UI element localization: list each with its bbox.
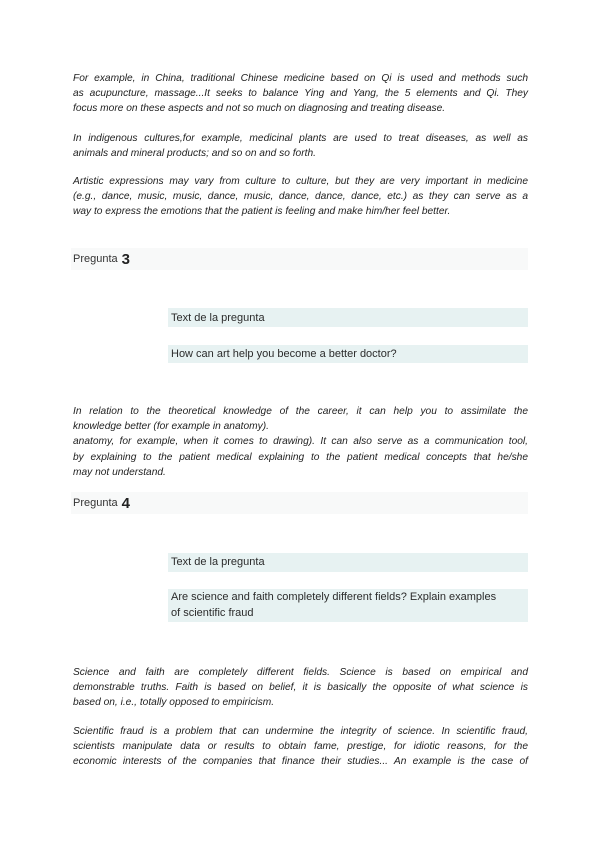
question-text: Are science and faith completely different fields? Explain examples [171, 591, 497, 603]
text-line: Artistic expressions may vary from culture to culture, but they are very important in medicine [73, 176, 528, 187]
question-4-header [71, 492, 528, 514]
paragraph-artistic-expressions [73, 174, 528, 220]
answer-4-scientific-fraud [73, 724, 528, 770]
question-text: of scientific fraud [171, 607, 254, 619]
question-text-label: Text de la pregunta [171, 556, 265, 568]
question-3-header [71, 248, 528, 270]
text-line: scientists manipulate data or results to obtain fame, prestige, for idiotic reasons, for the [73, 741, 528, 753]
text-line: (e.g., dance, music, music, dance, music, dance, dance, dance, etc.) as they can serve as a [73, 191, 528, 203]
question-number: 4 [121, 494, 130, 512]
question-3-text-box [168, 345, 528, 363]
question-number: 3 [121, 250, 130, 268]
text-line: economic interests of the companies that finance their studies... An example is the case of [73, 756, 528, 768]
text-line: animals and mineral products; and so on and so forth. [73, 148, 316, 160]
question-prefix: Pregunta [73, 497, 118, 509]
text-line: anatomy, for example, when it comes to drawing). It can also serve as a communication tool, [73, 436, 528, 448]
text-line: by explaining to the patient medical explaining to the patient medical concepts that he/she [73, 451, 528, 463]
text-line: based on, i.e., totally opposed to empiricism. [73, 697, 275, 709]
text-line: In indigenous cultures,for example, medicinal plants are used to treat diseases, as well as [73, 133, 528, 144]
question-prefix: Pregunta [73, 253, 118, 265]
question-4-text-box [168, 589, 528, 622]
paragraph-indigenous-cultures [73, 131, 528, 161]
text-line: Science and faith are completely different fields. Science is based on empirical and [73, 667, 528, 678]
answer-4-science-faith [73, 665, 528, 711]
question-text-label: Text de la pregunta [171, 312, 265, 324]
paragraph-china-medicine [73, 71, 528, 117]
text-line: Scientific fraud is a problem that can undermine the integrity of science. In scientific fraud, [73, 726, 528, 737]
text-line: as acupuncture, massage...It seeks to balance Ying and Yang, the 5 elements and Qi. They [73, 88, 528, 100]
question-3-label-box [168, 308, 528, 327]
text-line: In relation to the theoretical knowledge of the career, it can help you to assimilate the [73, 406, 528, 417]
answer-3 [73, 404, 528, 480]
text-line: demonstrable truths. Faith is based on belief, it is basically the opposite of what science is [73, 682, 528, 694]
question-4-label-box [168, 553, 528, 572]
text-line: focus more on these aspects and not so much on diagnosing and treating disease. [73, 103, 446, 115]
text-line: For example, in China, traditional Chinese medicine based on Qi is used and methods such [73, 73, 528, 84]
text-line: way to express the emotions that the patient is feeling and make him/her feel better. [73, 206, 451, 218]
text-line: knowledge better (for example in anatomy). [73, 421, 269, 433]
question-text: How can art help you become a better doctor? [171, 348, 397, 360]
text-line: may not understand. [73, 466, 166, 478]
